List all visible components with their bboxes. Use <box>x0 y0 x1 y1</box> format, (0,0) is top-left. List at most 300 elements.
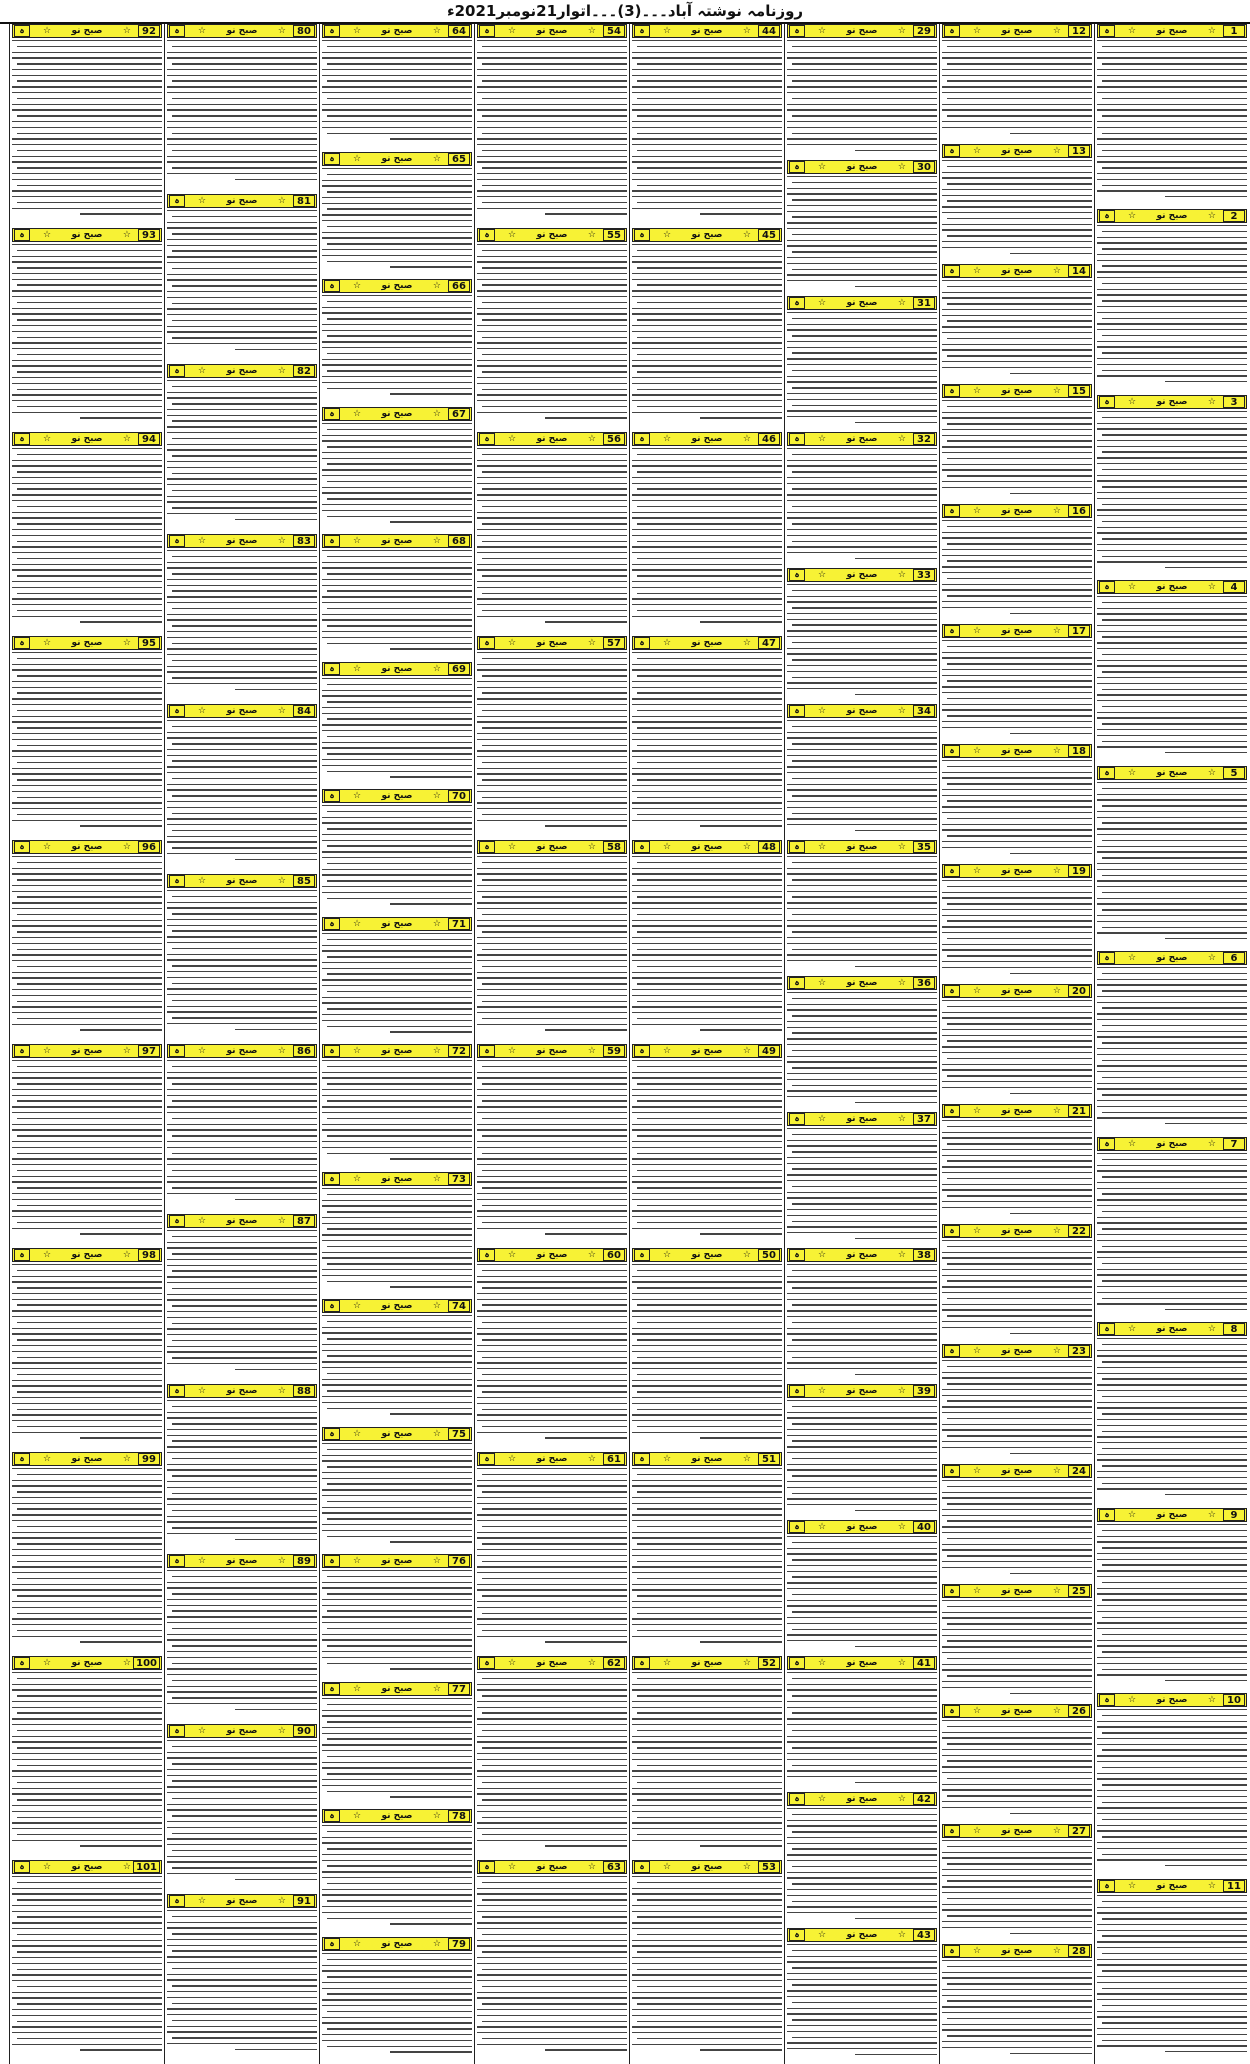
text-line <box>1097 109 1247 110</box>
text-line <box>942 1189 1092 1190</box>
star-icon: ☆ <box>973 1706 982 1716</box>
text-line <box>1097 1536 1247 1537</box>
ad-body-text <box>632 1672 782 1858</box>
classified-ad <box>167 534 317 702</box>
text-line <box>477 1636 627 1637</box>
ad-header <box>12 1248 162 1262</box>
text-line <box>1097 1807 1247 1808</box>
text-line <box>172 1270 318 1271</box>
star-icon: ☆ <box>1207 26 1216 36</box>
star-icon: ☆ <box>353 26 362 36</box>
ad-header-label: صبح نو <box>846 978 878 988</box>
star-icon: ☆ <box>742 842 751 852</box>
text-line <box>787 766 937 767</box>
classified-ad <box>787 1792 937 1926</box>
text-line <box>167 841 317 842</box>
text-line <box>167 772 317 773</box>
star-icon: ☆ <box>663 434 672 444</box>
text-line <box>322 707 472 708</box>
ad-header-label: صبح نو <box>381 536 413 546</box>
ad-number: 20 <box>1068 985 1090 997</box>
text-line <box>787 2008 937 2009</box>
ad-header <box>322 1172 472 1186</box>
text-line <box>1097 677 1247 678</box>
text-line <box>1097 2034 1247 2035</box>
text-line <box>172 1798 318 1799</box>
text-line <box>637 46 783 47</box>
text-line <box>637 1986 783 1987</box>
text-line <box>942 1120 1092 1121</box>
text-line <box>322 376 472 377</box>
text-line <box>482 1391 628 1392</box>
text-line <box>17 1578 163 1579</box>
star-icon: ☆ <box>508 1454 517 1464</box>
text-line <box>482 1543 628 1544</box>
ad-number: 99 <box>138 1453 160 1465</box>
text-line <box>632 995 782 996</box>
ad-body-text <box>477 1672 627 1858</box>
text-line <box>477 296 627 297</box>
text-line <box>942 880 1092 881</box>
star-icon: ☆ <box>353 1429 362 1439</box>
ad-header-label: صبح نو <box>691 1658 723 1668</box>
text-line <box>792 1950 938 1951</box>
text-line <box>637 1083 783 1084</box>
text-line <box>477 1549 627 1550</box>
text-line <box>322 1605 472 1606</box>
text-line <box>167 824 317 825</box>
text-line <box>632 1624 782 1625</box>
text-line <box>632 190 782 191</box>
text-line <box>637 658 783 659</box>
text-line <box>167 1112 317 1113</box>
text-line <box>322 550 472 551</box>
text-line <box>1010 253 1093 254</box>
text-line <box>792 1814 938 1815</box>
ad-number: 31 <box>913 297 935 309</box>
text-line <box>477 704 627 705</box>
ad-header <box>787 432 937 446</box>
ad-header <box>942 1464 1092 1478</box>
ad-header-label: صبح نو <box>1156 1324 1188 1334</box>
text-line <box>12 891 162 892</box>
text-line <box>792 743 938 744</box>
text-line <box>700 1641 783 1642</box>
text-line <box>1097 1959 1247 1960</box>
ad-badge: ہ <box>324 1300 340 1312</box>
text-line <box>787 613 937 614</box>
text-line <box>1097 104 1247 105</box>
text-line <box>1102 538 1248 539</box>
star-icon: ☆ <box>508 26 517 36</box>
text-line <box>942 1960 1092 1961</box>
text-line <box>477 1724 627 1725</box>
ad-header-label: صبح نو <box>1156 26 1188 36</box>
text-line <box>1097 1663 1247 1664</box>
text-line <box>477 1012 627 1013</box>
text-line <box>17 1135 163 1136</box>
text-line <box>12 57 162 58</box>
text-line <box>322 1507 472 1508</box>
classified-ad <box>167 1384 317 1552</box>
text-line <box>632 1992 782 1993</box>
text-line <box>947 1555 1093 1556</box>
text-line <box>390 2051 473 2052</box>
text-line <box>12 1281 162 1282</box>
text-line <box>167 1481 317 1482</box>
star-icon: ☆ <box>818 162 827 172</box>
text-line <box>942 2024 1092 2025</box>
text-line <box>942 1921 1092 1922</box>
text-line <box>942 1087 1092 1088</box>
text-line <box>942 572 1092 573</box>
text-line <box>482 1561 628 1562</box>
ad-number: 61 <box>603 1453 625 1465</box>
ad-header <box>167 874 317 888</box>
text-line <box>235 1539 318 1540</box>
ad-header-label: صبح نو <box>536 230 568 240</box>
text-line <box>1097 1524 1247 1525</box>
text-line <box>167 1809 317 1810</box>
text-line <box>942 1972 1092 1973</box>
text-line <box>167 2026 317 2027</box>
text-line <box>12 802 162 803</box>
text-line <box>1102 265 1248 266</box>
ad-body-text <box>942 40 1092 142</box>
text-line <box>632 920 782 921</box>
star-icon: ☆ <box>1128 582 1137 592</box>
text-line <box>167 1757 317 1758</box>
text-line <box>477 925 627 926</box>
text-line <box>1102 990 1248 991</box>
ad-badge: ہ <box>944 1705 960 1717</box>
text-line <box>12 92 162 93</box>
text-line <box>942 1207 1092 1208</box>
ad-header <box>1097 1693 1247 1707</box>
text-line <box>632 1840 782 1841</box>
text-line <box>167 210 317 211</box>
text-line <box>172 1440 318 1441</box>
ad-header-label: صبح نو <box>691 434 723 444</box>
text-line <box>167 397 317 398</box>
text-line <box>322 1530 472 1531</box>
text-line <box>942 1515 1092 1516</box>
text-line <box>942 75 1092 76</box>
text-line <box>942 1766 1092 1767</box>
ad-number: 93 <box>138 229 160 241</box>
classified-ad <box>787 568 937 702</box>
text-line <box>787 1452 937 1453</box>
text-line <box>632 290 782 291</box>
text-line <box>787 801 937 802</box>
text-line <box>787 1837 937 1838</box>
text-line <box>1097 915 1247 916</box>
text-line <box>947 1983 1093 1984</box>
text-line <box>327 370 473 371</box>
text-line <box>327 701 473 702</box>
text-line <box>1097 341 1247 342</box>
text-line <box>1165 567 1248 568</box>
ad-badge: ہ <box>14 433 30 445</box>
text-line <box>637 1304 783 1305</box>
ad-header <box>322 1427 472 1441</box>
ad-body-text <box>632 1060 782 1246</box>
text-line <box>477 791 627 792</box>
text-line <box>632 908 782 909</box>
text-line <box>787 1906 937 1907</box>
text-line <box>167 1639 317 1640</box>
text-line <box>167 1247 317 1248</box>
ad-badge: ہ <box>1099 581 1115 593</box>
star-icon: ☆ <box>897 298 906 308</box>
text-line <box>167 138 317 139</box>
text-line <box>322 1223 472 1224</box>
ad-header <box>632 432 782 446</box>
text-line <box>787 1770 937 1771</box>
text-line <box>942 601 1092 602</box>
text-line <box>787 176 937 177</box>
text-line <box>637 675 783 676</box>
text-line <box>477 546 627 547</box>
text-line <box>172 948 318 949</box>
classified-ad <box>632 432 782 634</box>
text-line <box>1165 1865 1248 1866</box>
text-line <box>942 1046 1092 1047</box>
text-line <box>12 1060 162 1061</box>
text-line <box>477 244 627 245</box>
ad-header <box>477 1044 627 1058</box>
text-line <box>322 765 472 766</box>
ad-header-label: صبح نو <box>381 1429 413 1439</box>
text-line <box>322 1240 472 1241</box>
text-line <box>477 669 627 670</box>
text-line <box>12 768 162 769</box>
column-divider <box>164 24 165 2064</box>
ad-header-label: صبح نو <box>1001 986 1033 996</box>
text-line <box>322 2022 472 2023</box>
text-line <box>17 1526 163 1527</box>
text-line <box>482 710 628 711</box>
text-line <box>322 1361 472 1362</box>
text-line <box>235 1879 318 1880</box>
text-line <box>787 1640 937 1641</box>
text-line <box>1102 98 1248 99</box>
text-line <box>482 862 628 863</box>
text-line <box>792 1322 938 1323</box>
ad-header-label: صبح نو <box>846 570 878 580</box>
text-line <box>632 1707 782 1708</box>
classified-ad <box>942 1824 1092 1942</box>
star-icon: ☆ <box>198 1386 207 1396</box>
star-icon: ☆ <box>353 791 362 801</box>
text-line <box>787 1215 937 1216</box>
text-line <box>1097 75 1247 76</box>
ad-body-text <box>787 312 937 430</box>
text-line <box>322 1072 472 1073</box>
text-line <box>12 244 162 245</box>
text-line <box>1097 869 1247 870</box>
text-line <box>1102 469 1248 470</box>
text-line <box>477 156 627 157</box>
text-line <box>942 1927 1092 1928</box>
text-line <box>172 1083 318 1084</box>
text-line <box>792 1576 938 1577</box>
text-line <box>167 1838 317 1839</box>
text-line <box>792 523 938 524</box>
ad-header <box>787 704 937 718</box>
text-line <box>632 325 782 326</box>
text-line <box>792 1270 938 1271</box>
text-line <box>787 500 937 501</box>
text-line <box>787 1724 937 1725</box>
classified-ad <box>787 1384 937 1518</box>
classified-ad <box>632 636 782 838</box>
star-icon: ☆ <box>353 664 362 674</box>
text-line <box>787 512 937 513</box>
text-line <box>637 63 783 64</box>
text-line <box>167 409 317 410</box>
star-icon: ☆ <box>432 1939 441 1949</box>
text-line <box>637 2021 783 2022</box>
ad-header <box>322 534 472 548</box>
star-icon: ☆ <box>897 842 906 852</box>
ad-header <box>942 384 1092 398</box>
text-line <box>792 488 938 489</box>
text-line <box>787 324 937 325</box>
ad-body-text <box>942 880 1092 982</box>
ad-header <box>1097 951 1247 965</box>
text-line <box>167 331 317 332</box>
star-icon: ☆ <box>122 842 131 852</box>
text-line <box>1010 1333 1093 1334</box>
classified-ad <box>942 1344 1092 1462</box>
ad-header <box>477 1860 627 1874</box>
text-line <box>637 983 783 984</box>
text-line <box>482 1882 628 1883</box>
text-line <box>947 1280 1093 1281</box>
text-line <box>1097 735 1247 736</box>
text-line <box>322 492 472 493</box>
text-line <box>390 648 473 649</box>
text-line <box>80 213 163 214</box>
star-icon: ☆ <box>432 1429 441 1439</box>
text-line <box>12 144 162 145</box>
text-line <box>787 1310 937 1311</box>
star-icon: ☆ <box>973 626 982 636</box>
ad-body-text <box>322 678 472 788</box>
text-line <box>477 1276 627 1277</box>
text-line <box>172 1017 318 1018</box>
text-line <box>792 405 938 406</box>
text-line <box>477 1006 627 1007</box>
text-line <box>787 1429 937 1430</box>
text-line <box>787 1776 937 1777</box>
text-line <box>482 354 628 355</box>
ad-number: 46 <box>758 433 780 445</box>
text-line <box>477 920 627 921</box>
ad-body-text <box>787 1672 937 1790</box>
text-line <box>632 1888 782 1889</box>
text-line <box>477 785 627 786</box>
text-line <box>322 968 472 969</box>
text-line <box>172 285 318 286</box>
star-icon: ☆ <box>818 26 827 36</box>
text-line <box>17 302 163 303</box>
text-line <box>322 69 472 70</box>
text-line <box>482 1222 628 1223</box>
text-line <box>1097 1454 1247 1455</box>
text-line <box>477 1776 627 1777</box>
text-line <box>1097 1570 1247 1571</box>
ad-header <box>12 432 162 446</box>
text-line <box>632 196 782 197</box>
ad-header-label: صبح نو <box>381 1939 413 1949</box>
text-line <box>942 795 1092 796</box>
text-line <box>322 1889 472 1890</box>
text-line <box>1097 144 1247 145</box>
text-line <box>787 1157 937 1158</box>
star-icon: ☆ <box>663 1862 672 1872</box>
text-line <box>390 1668 473 1669</box>
text-line <box>1010 1573 1093 1574</box>
text-line <box>477 808 627 809</box>
text-line <box>477 1770 627 1771</box>
star-icon: ☆ <box>277 1556 286 1566</box>
text-line <box>942 1989 1092 1990</box>
text-line <box>942 412 1092 413</box>
text-line <box>477 412 627 413</box>
text-line <box>477 937 627 938</box>
text-line <box>327 1153 473 1154</box>
text-line <box>12 564 162 565</box>
text-line <box>787 960 937 961</box>
text-line <box>477 1888 627 1889</box>
ad-body-text <box>322 168 472 278</box>
text-line <box>942 892 1092 893</box>
star-icon: ☆ <box>818 434 827 444</box>
ad-number: 53 <box>758 1861 780 1873</box>
text-line <box>787 1351 937 1352</box>
text-line <box>1097 996 1247 997</box>
text-line <box>322 730 472 731</box>
text-line <box>17 2021 163 2022</box>
column-7 <box>165 24 319 2064</box>
text-line <box>477 1181 627 1182</box>
ad-number: 80 <box>293 25 315 37</box>
text-line <box>172 1323 318 1324</box>
text-line <box>632 989 782 990</box>
text-line <box>327 1959 473 1960</box>
text-line <box>632 1316 782 1317</box>
ad-header-label: صبح نو <box>1001 1826 1033 1836</box>
text-line <box>632 1549 782 1550</box>
text-line <box>1097 1442 1247 1443</box>
star-icon: ☆ <box>198 196 207 206</box>
text-line <box>167 1124 317 1125</box>
ad-header <box>787 1520 937 1534</box>
text-line <box>632 365 782 366</box>
text-line <box>637 1630 783 1631</box>
ad-header-label: صبح نو <box>1156 1881 1188 1891</box>
text-line <box>167 1622 317 1623</box>
star-icon: ☆ <box>1052 1946 1061 1956</box>
text-line <box>477 360 627 361</box>
text-line <box>477 535 627 536</box>
text-line <box>12 1310 162 1311</box>
text-line <box>637 202 783 203</box>
text-line <box>787 1038 937 1039</box>
text-line <box>12 1380 162 1381</box>
